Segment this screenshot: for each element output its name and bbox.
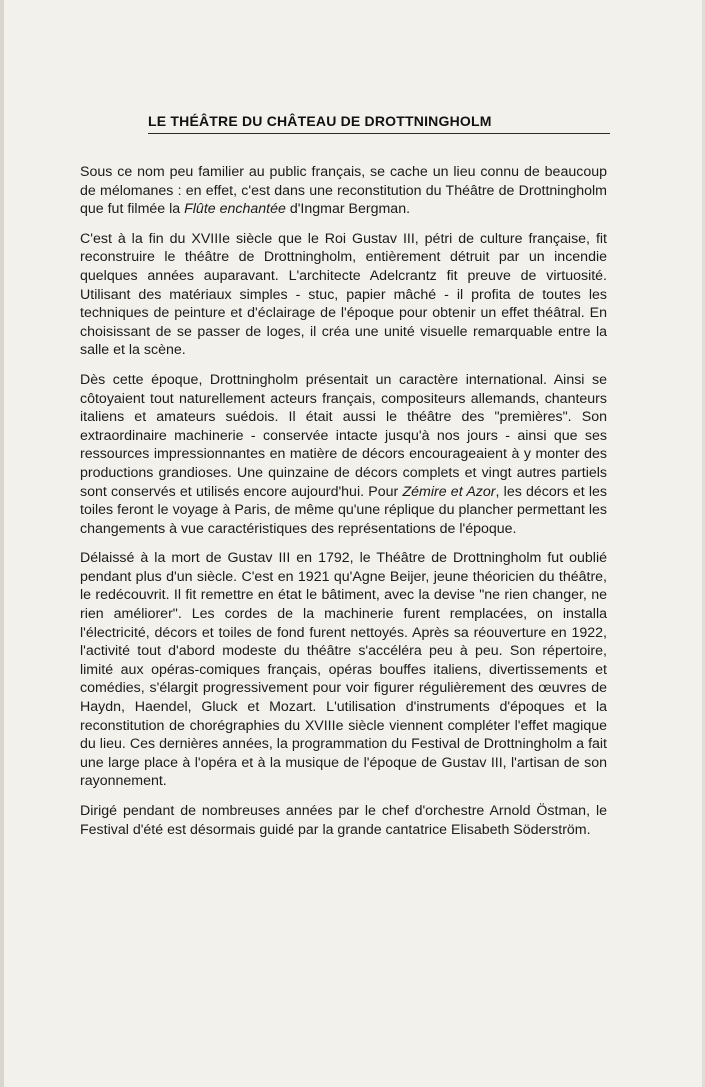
paragraph-1-text: Sous ce nom peu familier au public français, se cache un lieu connu de beaucoup de mélomanes : en effet, c'est dans une reconstitution du Théâtre de Drottningholm que fut filmée la [80, 164, 607, 218]
paragraph-4 [80, 549, 607, 791]
paragraph-1 [80, 163, 607, 219]
paragraph-3-italic: Zémire et Azor [402, 483, 496, 500]
paragraph-3-text: Dès cette époque, Drottningholm présentait un caractère international. Ainsi se côtoyaient tout naturellement acteurs français, compositeurs allemands, chanteurs italiens et amateurs suédois. Il était aussi le théâtre des "premières". Son extraordinaire machinerie - conservée intacte jusqu'à nos jours - ainsi que ses ressources impressionnantes en matière de décors encourageaient à y monter des productions grandioses. Une quinzaine de décors complets et vingt autres partiels sont conservés et utilisés encore aujourd'hui. Pour [80, 371, 607, 500]
paragraph-1-italic: Flûte enchantée [184, 201, 286, 218]
paragraph-3 [80, 371, 607, 538]
paragraph-3-text-end: , les décors et les toiles feront le voyage à Paris, de même qu'une réplique du plancher permettant les changements à vue caractéristiques des représentations de l'époque. [80, 483, 608, 537]
paragraph-1-text-end: d'Ingmar Bergman. [285, 201, 411, 218]
article-body [80, 163, 607, 850]
paragraph-5 [80, 802, 607, 839]
page-title: LE THÉÂTRE DU CHÂTEAU DE DROTTNINGHOLM [148, 113, 492, 129]
paragraph-5-text: Dirigé pendant de nombreuses années par le chef d'orchestre Arnold Östman, le Festival d'été est désormais guidé par la grande cantatrice Elisabeth Söderström. [80, 803, 607, 838]
page-edge-left [0, 0, 4, 1087]
title-rule [148, 133, 610, 134]
header [148, 113, 610, 134]
paragraph-4-text: Délaissé à la mort de Gustav III en 1792, le Théâtre de Drottningholm fut oublié pendant plus d'un siècle. C'est en 1921 qu'Agne Beijer, jeune théoricien du théâtre, le redécouvrit. Il fit remettre en état le bâtiment, avec la devise "ne rien changer, ne rien améliorer". Les cordes de la machinerie furent remplacées, on installa l'électricité, décors et toiles de fond furent nettoyés. Après sa réouverture en 1922, l'activité tout d'abord modeste du théâtre s'accéléra peu à peu. Son répertoire, limité aux opéras-comiques français, opéras bouffes italiens, divertissements et comédies, s'élargit progressivement pour voir figurer régulièrement des œuvres de Haydn, Haendel, Gluck et Mozart. L'utilisation d'instruments d'époques et la reconstitution de chorégraphies du XVIIIe siècle viennent compléter l'effet magique du lieu. Ces dernières années, la programmation du Festival de Drottningholm a fait une large place à l'opéra et à la musique de l'époque de Gustav III, l'artisan de son rayonnement. [80, 550, 607, 790]
paragraph-2-text: C'est à la fin du XVIIIe siècle que le Roi Gustav III, pétri de culture française, fit reconstruire le théâtre de Drottningholm, entièrement détruit par un incendie quelques années auparavant. L'architecte Adelcrantz fit preuve de virtuosité. Utilisant des matériaux simples - stuc, papier mâché - il profita de toutes les techniques de peinture et d'éclairage de l'époque pour obtenir un effet théâtral. En choisissant de se passer de loges, il créa une unité visuelle remarquable entre la salle et la scène. [80, 230, 607, 359]
paragraph-2 [80, 230, 607, 360]
